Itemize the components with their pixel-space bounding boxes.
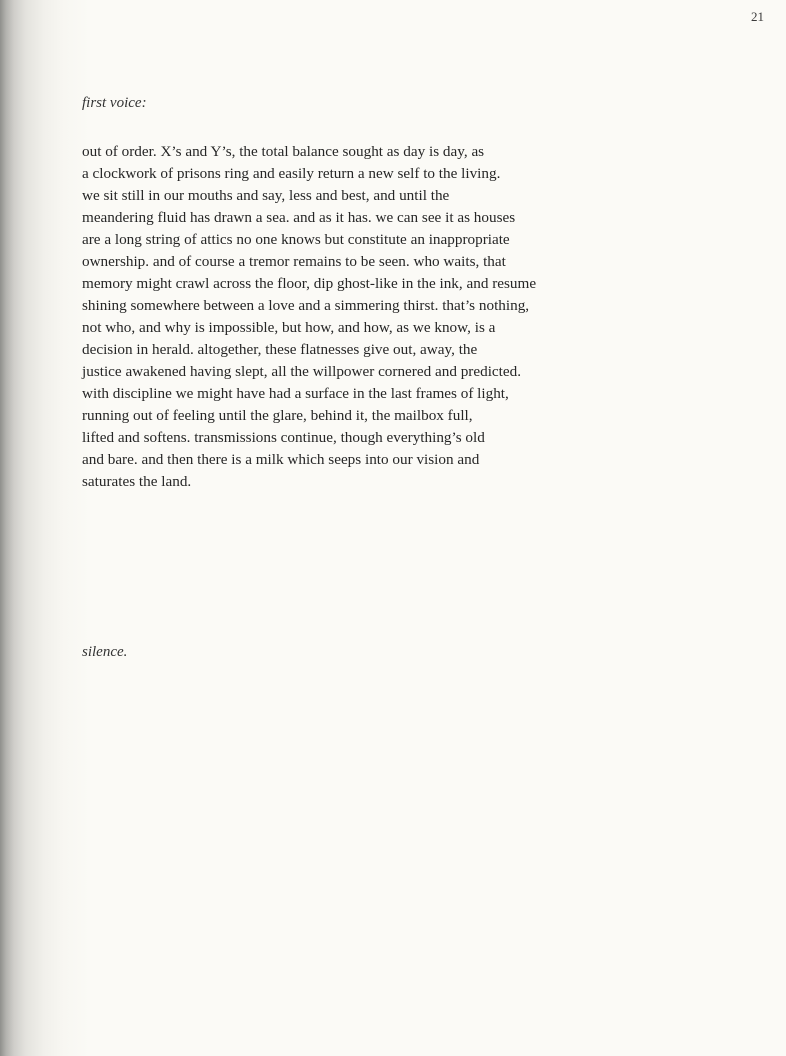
poem-line: not who, and why is impossible, but how, and how, as we know, is a (82, 319, 496, 336)
closing-heading: silence. (82, 644, 128, 660)
poem-line: lifted and softens. transmissions continue, though everything’s old (82, 429, 485, 446)
poem-line: are a long string of attics no one knows but constitute an inappropriate (82, 231, 510, 248)
poem-line: meandering fluid has drawn a sea. and as it has. we can see it as houses (82, 209, 516, 226)
voice-heading: first voice: (82, 95, 147, 111)
poem-line: memory might crawl across the floor, dip ghost-like in the ink, and resume (82, 275, 537, 292)
poem-line: running out of feeling until the glare, behind it, the mailbox full, (82, 407, 473, 424)
poem-line: and bare. and then there is a milk which seeps into our vision and (82, 451, 480, 468)
poem-line: we sit still in our mouths and say, less and best, and until the (82, 187, 450, 204)
poem-line: justice awakened having slept, all the willpower cornered and predicted. (82, 363, 522, 380)
poem-line: saturates the land. (82, 473, 192, 490)
poem-line: ownership. and of course a tremor remains to be seen. who waits, that (82, 253, 506, 270)
page-number: 21 (751, 9, 764, 24)
poem-line: shining somewhere between a love and a simmering thirst. that’s nothing, (82, 297, 530, 314)
poem-body (82, 141, 702, 493)
poem-line: with discipline we might have had a surface in the last frames of light, (82, 385, 509, 402)
poem-line: decision in herald. altogether, these flatnesses give out, away, the (82, 341, 478, 358)
poem-line: a clockwork of prisons ring and easily return a new self to the living. (82, 165, 501, 182)
poem-line: out of order. X’s and Y’s, the total balance sought as day is day, as (82, 143, 485, 160)
